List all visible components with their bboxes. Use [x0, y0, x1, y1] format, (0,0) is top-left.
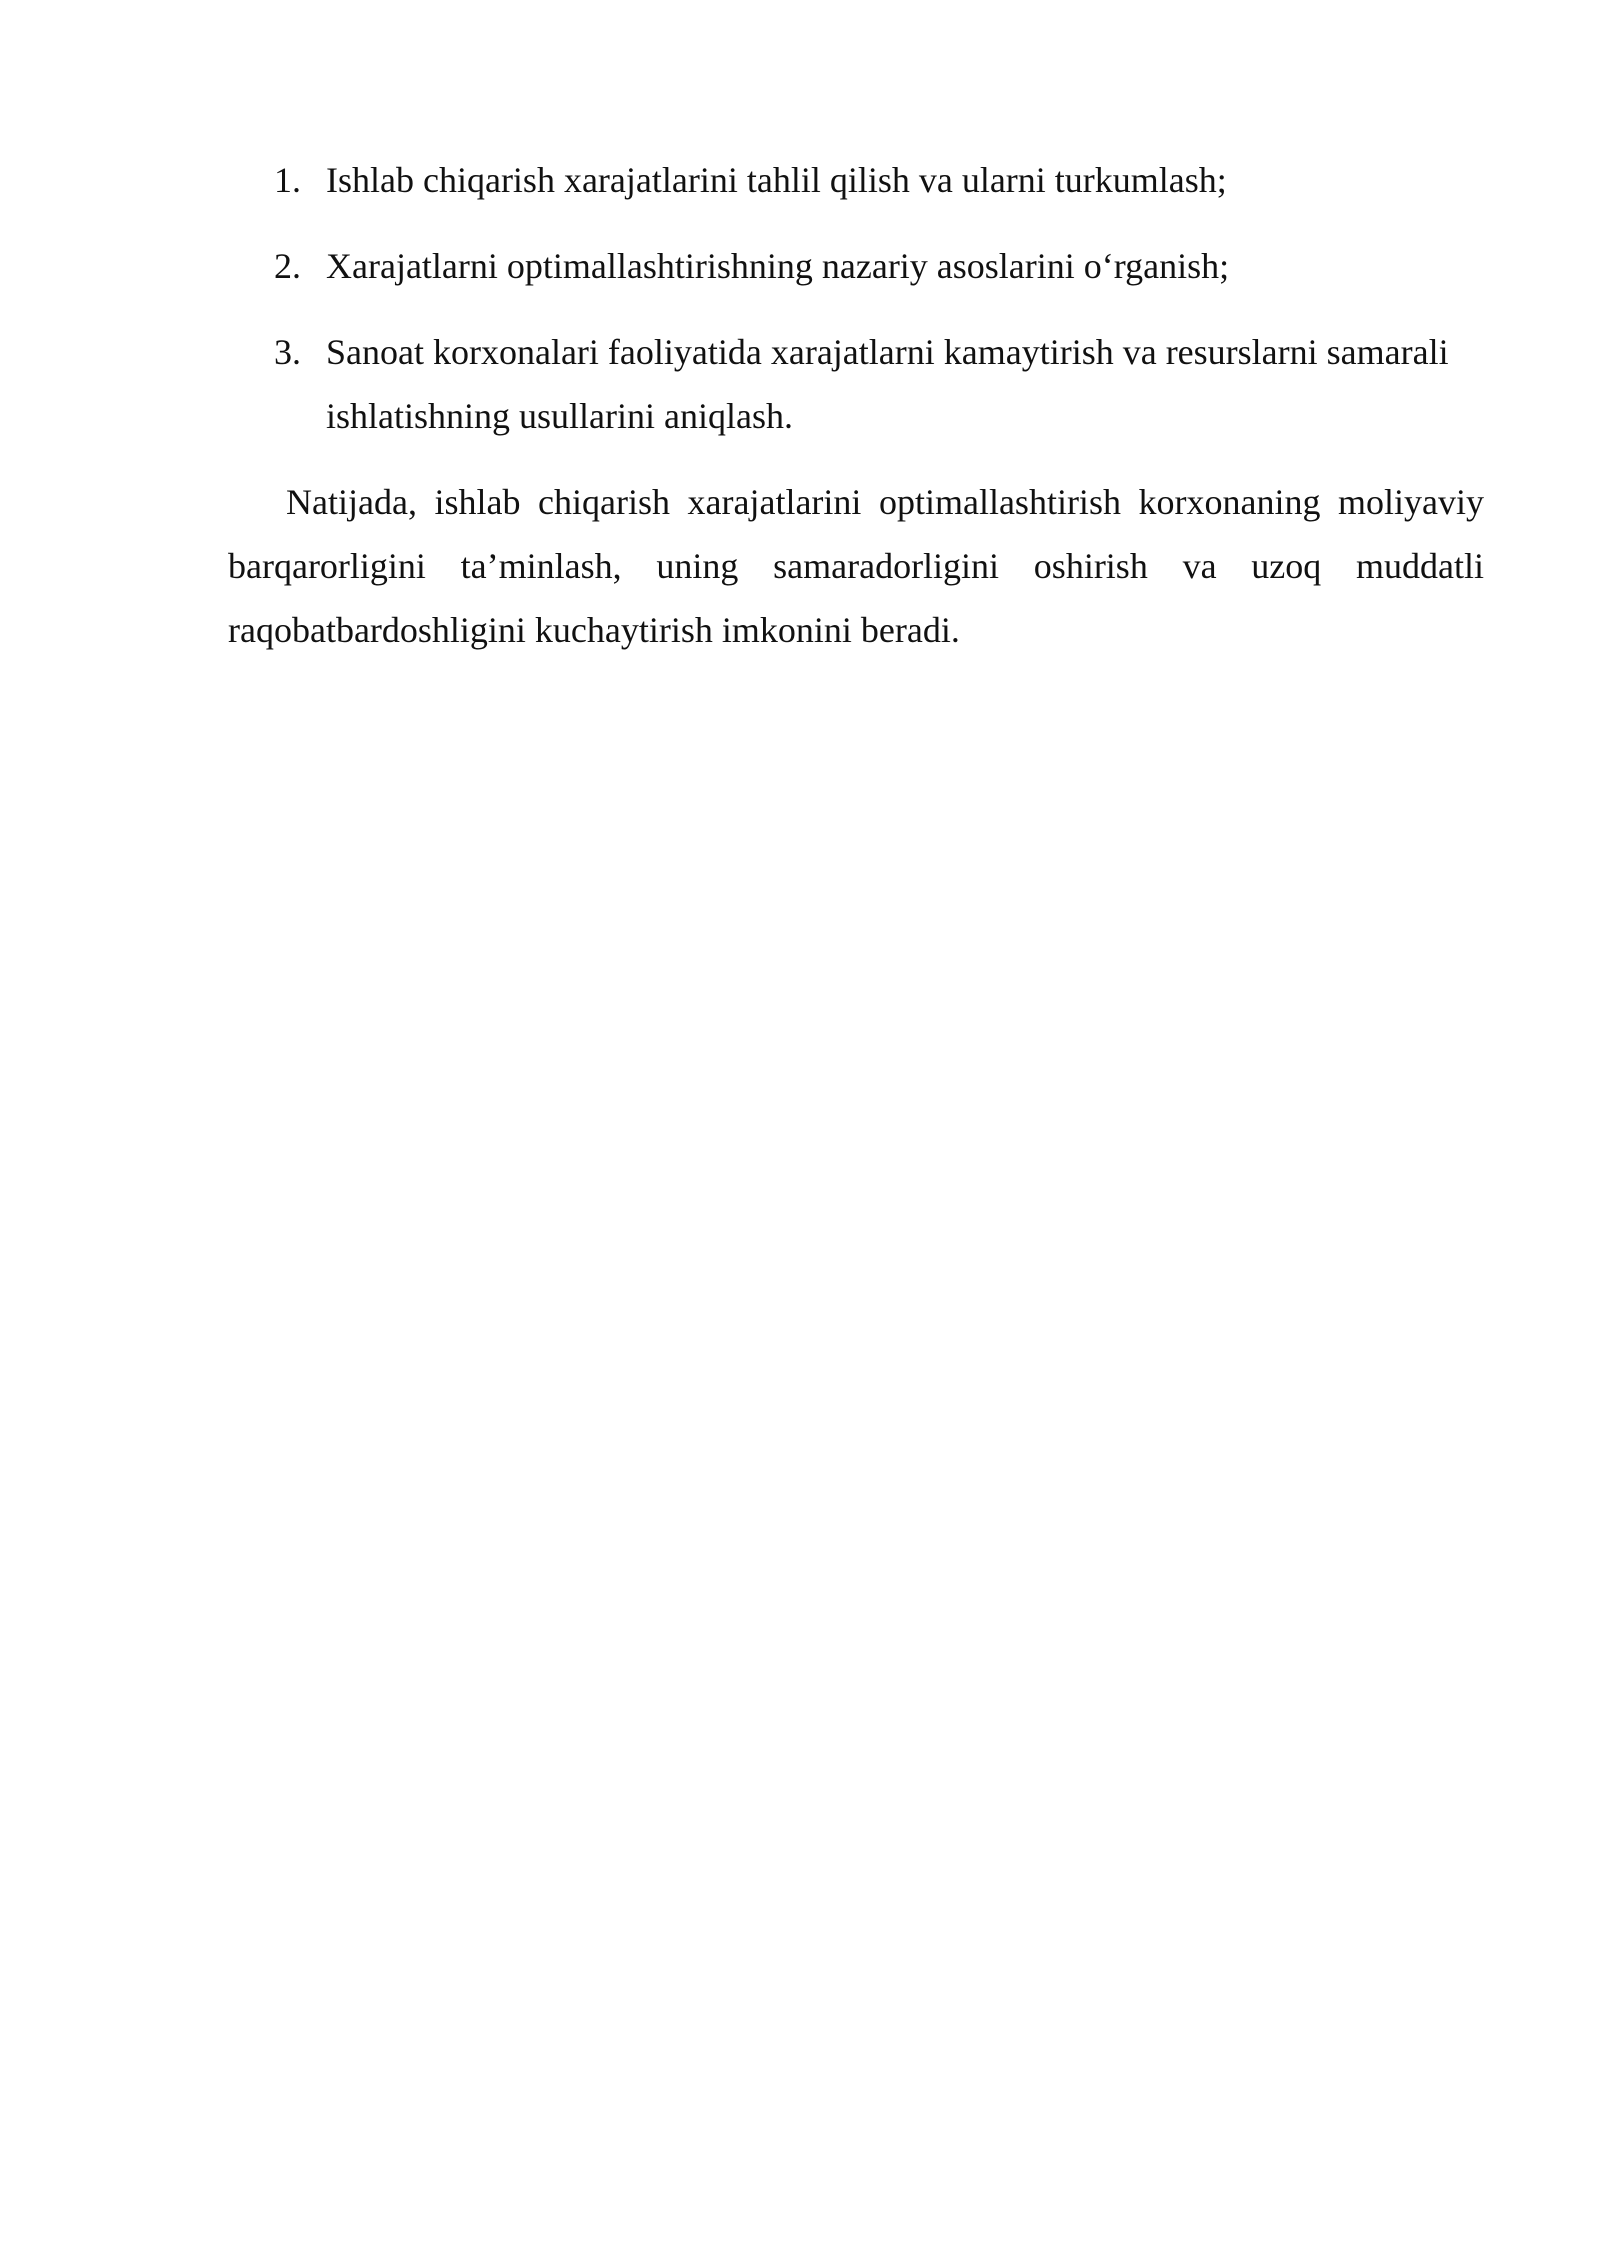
list-item-number: 2. [274, 246, 301, 286]
list-item-text: Xarajatlarni optimallashtirishning nazariy asoslarini o‘rganish; [326, 246, 1230, 286]
list-item-number: 1. [274, 160, 301, 200]
list-item-text: Sanoat korxonalari faoliyatida xarajatlarni kamaytirish va resurslarni samarali ishlatishning usullarini aniqlash. [326, 332, 1449, 436]
list-item [270, 234, 1500, 298]
conclusion-paragraph: Natijada, ishlab chiqarish xarajatlarini optimallashtirish korxonaning moliyaviy barqarorligini ta’minlash, uning samaradorligini oshirish va uzoq muddatli raqobatbardoshligini kuchaytirish imkonini beradi. [228, 482, 1484, 650]
numbered-list [270, 148, 1500, 470]
list-item-text: Ishlab chiqarish xarajatlarini tahlil qilish va ularni turkumlash; [326, 160, 1227, 200]
list-item [270, 320, 1500, 448]
list-item [270, 148, 1500, 212]
list-item-number: 3. [274, 332, 301, 372]
